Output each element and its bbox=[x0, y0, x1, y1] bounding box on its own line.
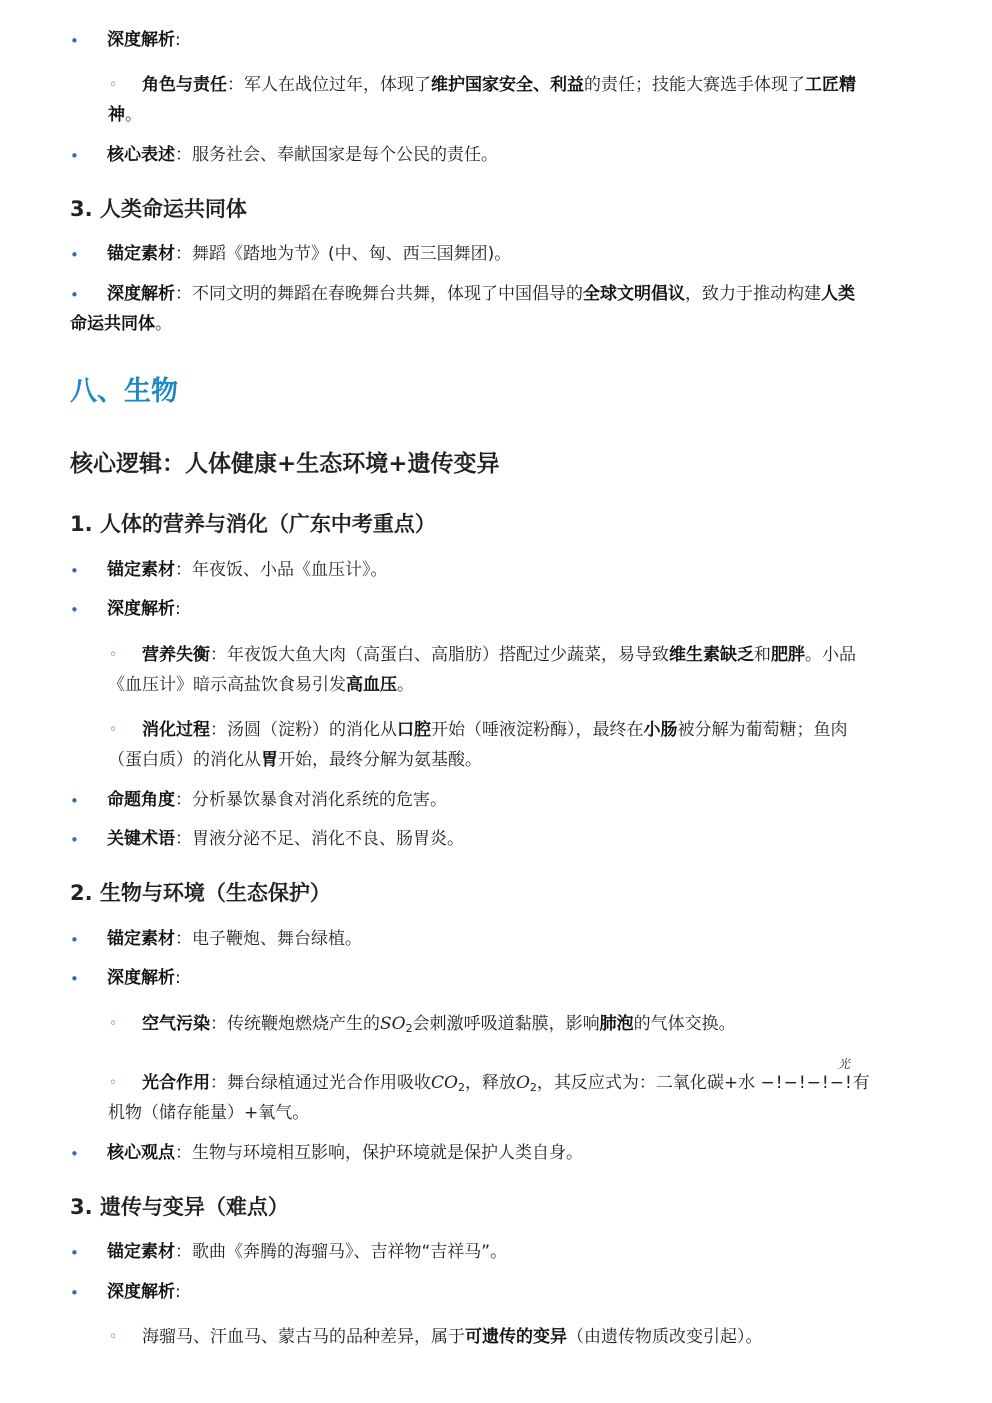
text: 机物（储存能量）+氧气。 bbox=[108, 1103, 310, 1123]
text: 开始，最终分解为氨基酸。 bbox=[278, 750, 482, 770]
text: 和 bbox=[754, 645, 771, 665]
anchor-item bbox=[107, 562, 388, 579]
anchor-item bbox=[107, 931, 362, 948]
bold-text: 可遗传的变异 bbox=[465, 1327, 567, 1347]
core-item bbox=[107, 147, 498, 164]
variation-item bbox=[142, 1329, 763, 1346]
analysis-item bbox=[107, 32, 181, 49]
role-item-line2 bbox=[108, 107, 142, 124]
item-label: 消化过程 bbox=[142, 720, 210, 740]
text: ：歌曲《奔腾的海骝马》、吉祥物“吉祥马”。 bbox=[175, 1242, 508, 1262]
bold-text: 工匠精 bbox=[805, 75, 856, 95]
bold-text: 全球文明倡议 bbox=[583, 284, 685, 304]
angle-item bbox=[107, 792, 447, 809]
colon: : bbox=[175, 1282, 181, 1302]
bullet-dot: • bbox=[70, 970, 79, 988]
bullet-dot: • bbox=[70, 1244, 79, 1262]
bullet-ring: ◦ bbox=[109, 722, 118, 738]
colon: : bbox=[175, 30, 181, 50]
bold-text: 小肠 bbox=[643, 720, 678, 740]
text: ：年夜饭大鱼大肉（高蛋白、高脂肪）搭配过少蔬菜，易导致 bbox=[210, 645, 669, 665]
subsection-title: 2. 生物与环境（生态保护） bbox=[70, 881, 331, 905]
text: ：胃液分泌不足、消化不良、肠胃炎。 bbox=[175, 829, 464, 849]
bullet-ring: ◦ bbox=[109, 77, 118, 93]
text: ：分析暴饮暴食对消化系统的危害。 bbox=[175, 790, 447, 810]
photosynthesis-item-line1 bbox=[142, 1075, 870, 1093]
text: ：汤圆（淀粉）的消化从 bbox=[210, 720, 397, 740]
text: （蛋白质）的消化从 bbox=[108, 750, 261, 770]
role-item-line1 bbox=[142, 77, 856, 94]
text: ：传统鞭炮燃烧产生的 bbox=[210, 1014, 380, 1034]
item-label: 深度解析 bbox=[107, 30, 175, 50]
item-label: 角色与责任 bbox=[142, 75, 227, 95]
subsection-title: 1. 人体的营养与消化（广东中考重点） bbox=[70, 512, 436, 536]
item-label: 深度解析 bbox=[107, 968, 175, 988]
item-label: 营养失衡 bbox=[142, 645, 210, 665]
text: ，致力于推动构建 bbox=[685, 284, 821, 304]
text: 的责任；技能大赛选手体现了 bbox=[584, 75, 805, 95]
reaction-arrow: −!−!−!−! bbox=[760, 1073, 853, 1093]
bold-text: 人类 bbox=[821, 284, 855, 304]
text: ：不同文明的舞蹈在春晚舞台共舞，体现了中国倡导的 bbox=[175, 284, 583, 304]
reaction-condition: 光 bbox=[838, 1057, 851, 1071]
nutrition-item-line1 bbox=[142, 647, 856, 664]
text: ：服务社会、奉献国家是每个公民的责任。 bbox=[175, 145, 498, 165]
bold-text: 维护国家安全、利益 bbox=[431, 75, 584, 95]
bullet-dot: • bbox=[70, 246, 79, 264]
bold-text: 维生素缺乏 bbox=[669, 645, 754, 665]
text: 。 bbox=[125, 105, 142, 125]
bullet-dot: • bbox=[70, 601, 79, 619]
photosynthesis-item-line2 bbox=[108, 1105, 309, 1122]
bold-text: 胃 bbox=[261, 750, 278, 770]
formula-subscript: 2 bbox=[529, 1081, 537, 1094]
bullet-ring: ◦ bbox=[109, 1016, 118, 1032]
item-label: 锚定素材 bbox=[107, 1242, 175, 1262]
analysis-item-line1 bbox=[107, 286, 855, 303]
text: ，释放 bbox=[464, 1073, 516, 1093]
text: ：生物与环境相互影响，保护环境就是保护人类自身。 bbox=[175, 1143, 583, 1163]
subsection-title: 3. 遗传与变异（难点） bbox=[70, 1195, 289, 1219]
text: 开始（唾液淀粉酶），最终在 bbox=[431, 720, 644, 740]
text: 会刺激呼吸道黏膜，影响 bbox=[412, 1014, 600, 1034]
nutrition-item-line2 bbox=[108, 677, 414, 694]
section-title: 八、生物 bbox=[70, 376, 178, 407]
bullet-ring: ◦ bbox=[109, 1075, 118, 1091]
bullet-dot: • bbox=[70, 831, 79, 849]
item-label: 空气污染 bbox=[142, 1014, 210, 1034]
bullet-dot: • bbox=[70, 792, 79, 810]
text: ：年夜饭、小品《血压计》。 bbox=[175, 560, 388, 580]
formula: SO bbox=[380, 1014, 406, 1034]
item-label: 锚定素材 bbox=[107, 929, 175, 949]
text: ：舞台绿植通过光合作用吸收 bbox=[210, 1073, 431, 1093]
bold-text: 肺泡 bbox=[599, 1014, 634, 1034]
text: ：舞蹈《踏地为节》(中、匈、西三国舞团)。 bbox=[175, 244, 512, 264]
text: 有 bbox=[852, 1073, 870, 1093]
item-label: 核心观点 bbox=[107, 1143, 175, 1163]
colon: : bbox=[175, 968, 181, 988]
item-label: 核心表述 bbox=[107, 145, 175, 165]
bold-text: 高血压 bbox=[346, 675, 397, 695]
text: 。小品 bbox=[805, 645, 856, 665]
text: 。 bbox=[155, 314, 172, 334]
bullet-dot: • bbox=[70, 286, 79, 304]
text: 海骝马、汗血马、蒙古马的品种差异，属于 bbox=[142, 1327, 465, 1347]
bullet-ring: ◦ bbox=[109, 1329, 118, 1345]
text: ：军人在战位过年，体现了 bbox=[227, 75, 431, 95]
item-label: 深度解析 bbox=[107, 599, 175, 619]
formula: CO bbox=[431, 1073, 458, 1093]
text: ：电子鞭炮、舞台绿植。 bbox=[175, 929, 362, 949]
text: ，其反应式为：二氧化碳+水 bbox=[536, 1073, 756, 1093]
air-pollution-item bbox=[142, 1016, 736, 1034]
item-label: 深度解析 bbox=[107, 1282, 175, 1302]
formula-subscript: 2 bbox=[457, 1081, 465, 1094]
terms-item bbox=[107, 831, 464, 848]
bullet-dot: • bbox=[70, 147, 79, 165]
bold-text: 口腔 bbox=[397, 720, 431, 740]
colon: : bbox=[175, 599, 181, 619]
text: 的气体交换。 bbox=[633, 1014, 736, 1034]
item-label: 光合作用 bbox=[142, 1073, 210, 1093]
bullet-dot: • bbox=[70, 1284, 79, 1302]
bold-text: 肥胖 bbox=[771, 645, 805, 665]
analysis-item bbox=[107, 970, 181, 987]
anchor-item bbox=[107, 1244, 507, 1261]
analysis-item bbox=[107, 601, 181, 618]
item-label: 关键术语 bbox=[107, 829, 175, 849]
bold-text: 命运共同体 bbox=[70, 314, 155, 334]
core-logic-heading: 核心逻辑：人体健康+生态环境+遗传变异 bbox=[70, 451, 500, 477]
item-label: 命题角度 bbox=[107, 790, 175, 810]
subsection-title: 3. 人类命运共同体 bbox=[70, 197, 247, 221]
bullet-dot: • bbox=[70, 562, 79, 580]
item-label: 锚定素材 bbox=[107, 244, 175, 264]
text: 。 bbox=[397, 675, 414, 695]
text: （由遗传物质改变引起）。 bbox=[567, 1327, 763, 1347]
item-label: 深度解析 bbox=[107, 284, 175, 304]
formula-subscript: 2 bbox=[405, 1022, 413, 1035]
digestion-item-line2 bbox=[108, 752, 482, 769]
text: 被分解为葡萄糖；鱼肉 bbox=[677, 720, 848, 740]
bullet-dot: • bbox=[70, 32, 79, 50]
bullet-dot: • bbox=[70, 1145, 79, 1163]
anchor-item bbox=[107, 246, 511, 263]
item-label: 锚定素材 bbox=[107, 560, 175, 580]
core-view-item bbox=[107, 1145, 583, 1162]
bold-text: 神 bbox=[108, 105, 125, 125]
formula: O bbox=[515, 1073, 530, 1093]
analysis-item-line2 bbox=[70, 316, 172, 333]
bullet-dot: • bbox=[70, 931, 79, 949]
text: 《血压计》暗示高盐饮食易引发 bbox=[108, 675, 346, 695]
bullet-ring: ◦ bbox=[109, 647, 118, 663]
analysis-item bbox=[107, 1284, 181, 1301]
digestion-item-line1 bbox=[142, 722, 848, 739]
